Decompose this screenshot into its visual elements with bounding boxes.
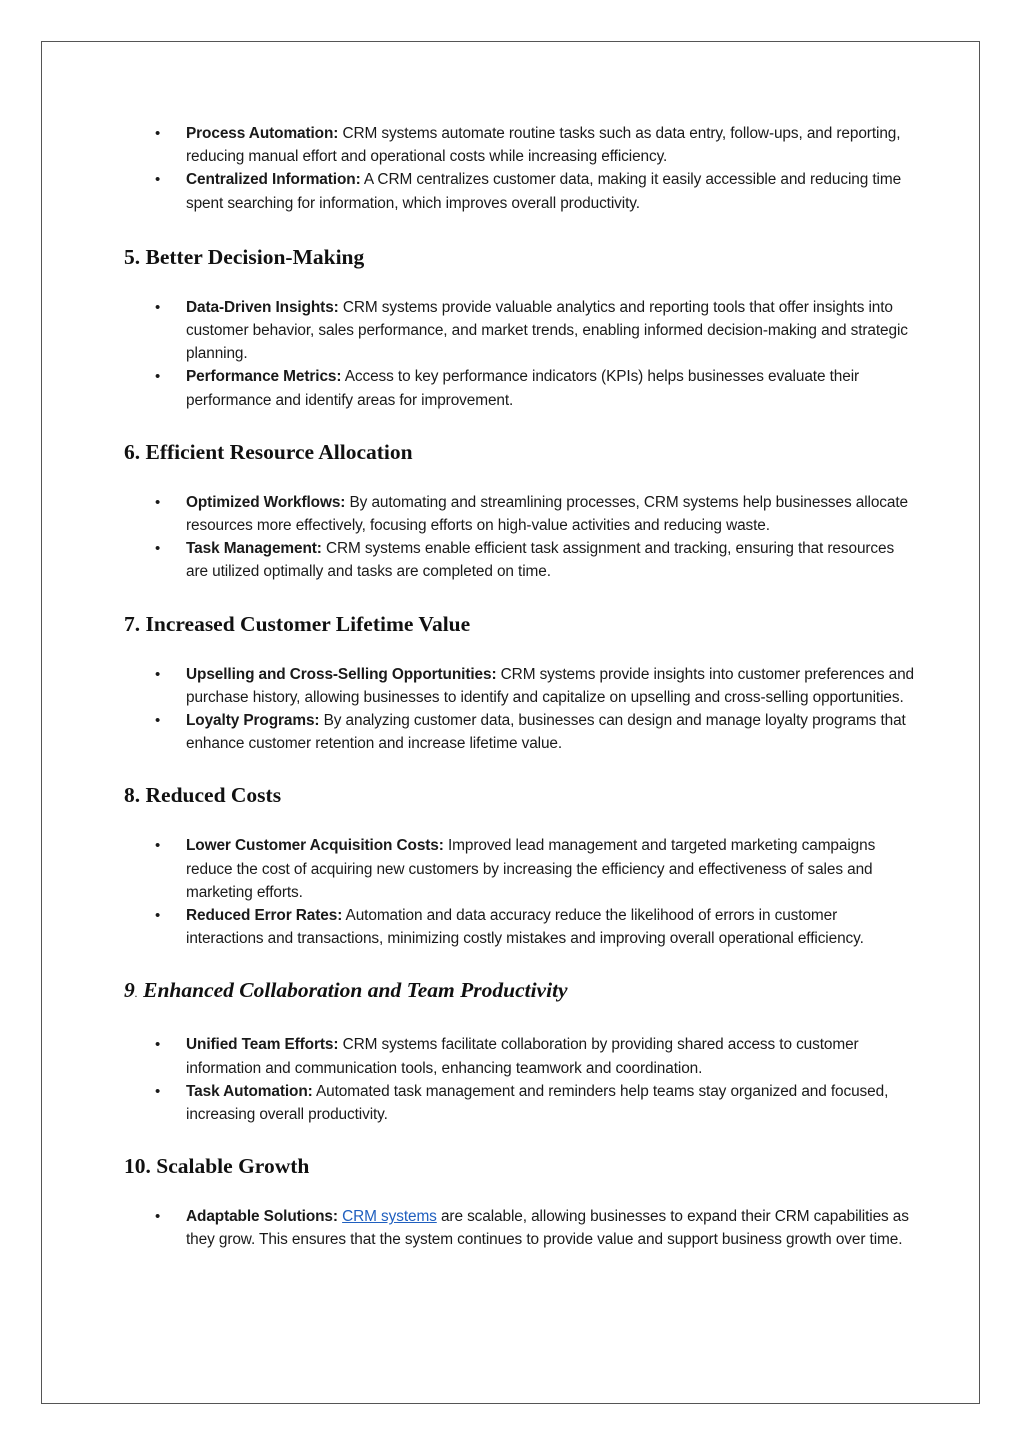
list-item bbox=[124, 365, 914, 411]
list-item bbox=[124, 122, 914, 168]
section-list bbox=[124, 1033, 914, 1126]
section-list bbox=[124, 296, 914, 412]
bullet-icon: • bbox=[155, 907, 161, 925]
item-term: Data-Driven Insights: bbox=[186, 298, 339, 316]
item-term: Task Automation: bbox=[186, 1082, 313, 1100]
list-item bbox=[124, 491, 914, 537]
section-heading: 6. Efficient Resource Allocation bbox=[124, 439, 413, 464]
list-item bbox=[124, 663, 914, 709]
bullet-icon: • bbox=[155, 171, 161, 189]
bullet-icon: • bbox=[155, 1036, 161, 1054]
item-term: Loyalty Programs: bbox=[186, 712, 320, 730]
list-item bbox=[124, 537, 914, 583]
section-heading: 7. Increased Customer Lifetime Value bbox=[124, 611, 471, 636]
section-list bbox=[124, 491, 914, 584]
item-text: CRM systems enable efficient task assignment and tracking, ensuring that resources are utilized optimally and tasks are completed on time. bbox=[186, 540, 895, 581]
item-term: Task Management: bbox=[186, 540, 322, 558]
item-text: CRM systems provide insights into customer preferences and purchase history, allowing businesses to identify and capitalize on upselling and cross-selling opportunities. bbox=[186, 665, 915, 706]
list-item bbox=[124, 1033, 914, 1079]
item-term: Upselling and Cross-Selling Opportunities: bbox=[186, 665, 497, 683]
list-item bbox=[124, 168, 914, 214]
list-item bbox=[124, 1205, 914, 1251]
item-text: Automation and data accuracy reduce the likelihood of errors in customer interactions and transactions, minimizing costly mistakes and improving overall operational efficiency. bbox=[186, 907, 864, 948]
bullet-icon: • bbox=[155, 493, 161, 511]
section-list bbox=[124, 1205, 914, 1251]
heading-text: Enhanced Collaboration and Team Productivity bbox=[137, 978, 568, 1003]
bullet-icon: • bbox=[155, 1082, 161, 1100]
bullet-icon: • bbox=[155, 1208, 161, 1226]
item-text: A CRM centralizes customer data, making it easily accessible and reducing time spent searching for information, which improves overall productivity. bbox=[186, 171, 902, 212]
item-term: Unified Team Efforts: bbox=[186, 1036, 339, 1054]
item-text: By automating and streamlining processes, CRM systems help businesses allocate resources more effectively, focusing efforts on high-value activities and reducing waste. bbox=[186, 493, 909, 535]
bullet-icon: • bbox=[155, 368, 161, 386]
list-item bbox=[124, 904, 914, 950]
bullet-icon: • bbox=[155, 665, 161, 683]
list-item bbox=[124, 709, 914, 755]
item-term: Optimized Workflows: bbox=[186, 493, 346, 511]
item-text: Access to key performance indicators (KPIs) helps businesses evaluate their performance and identify areas for improvement. bbox=[186, 368, 860, 409]
intro-list bbox=[124, 122, 914, 215]
section-heading: 8. Reduced Costs bbox=[124, 783, 282, 808]
list-item bbox=[124, 296, 914, 366]
item-text: Improved lead management and targeted marketing campaigns reduce the cost of acquiring new customers by increasing the efficiency and effectiveness of sales and marketing efforts. bbox=[186, 837, 876, 901]
heading-dot: . bbox=[134, 986, 138, 1001]
bullet-icon: • bbox=[155, 125, 161, 142]
item-text: CRM systems facilitate collaboration by providing shared access to customer information and communication tools, enhancing teamwork and coordination. bbox=[186, 1036, 859, 1077]
list-item bbox=[124, 834, 914, 904]
heading-number: 9 bbox=[124, 978, 135, 1003]
item-text: CRM systems provide valuable analytics and reporting tools that offer insights into customer behavior, sales performance, and market trends, enabling informed decision-making and strategic planning. bbox=[186, 298, 908, 363]
document-body bbox=[124, 122, 914, 1252]
bullet-icon: • bbox=[155, 298, 161, 316]
item-text: Automated task management and reminders help teams stay organized and focused, increasing overall productivity. bbox=[186, 1082, 889, 1124]
item-text: By analyzing customer data, businesses can design and manage loyalty programs that enhance customer retention and increase lifetime value. bbox=[186, 712, 906, 753]
item-term: Performance Metrics: bbox=[186, 368, 342, 386]
section-heading bbox=[124, 976, 914, 1007]
item-term: Lower Customer Acquisition Costs: bbox=[186, 837, 444, 855]
item-term: Process Automation: bbox=[186, 125, 339, 142]
section-list bbox=[124, 663, 914, 756]
bullet-icon: • bbox=[155, 540, 161, 558]
item-text: are scalable, allowing businesses to expand their CRM capabilities as they grow. This ensures that the system continues to provide value and support business growth over time. bbox=[186, 1208, 909, 1249]
item-text: CRM systems automate routine tasks such as data entry, follow-ups, and reporting, reducing manual effort and operational costs while increasing efficiency. bbox=[186, 125, 901, 166]
item-term: Adaptable Solutions: bbox=[186, 1208, 338, 1226]
bullet-icon: • bbox=[155, 712, 161, 730]
item-term: Reduced Error Rates: bbox=[186, 907, 343, 925]
section-heading: 10. Scalable Growth bbox=[124, 1154, 310, 1179]
list-item bbox=[124, 1080, 914, 1126]
bullet-icon: • bbox=[155, 837, 161, 855]
section-list bbox=[124, 834, 914, 950]
item-term: Centralized Information: bbox=[186, 171, 361, 189]
section-heading: 5. Better Decision-Making bbox=[124, 244, 365, 269]
crm-systems-link[interactable]: CRM systems bbox=[342, 1208, 437, 1226]
